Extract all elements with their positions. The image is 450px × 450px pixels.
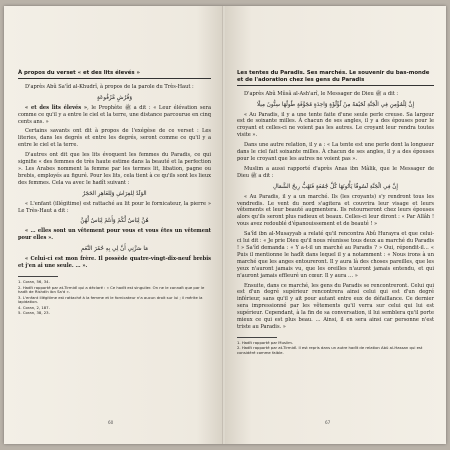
right-paragraph-7: Ensuite, dans ce marché, les gens du Paradis se rencontreront. Celui qui est d'un degré supérieur rencontrera ainsi celui qui est d'un degré inférieur, sans qu'il y ait pour autant entre eux de défaillance. Ce dernier sera impressionné par les vêtements qu'il verra sur celui qui lui est supérieur. Cependant, à la fin de sa conversation, il lui semblera qu'il porte mieux ce qui est plus beau. … Ainsi, il en sera ainsi car personne n'est triste au Paradis. » [237,282,434,330]
footnote: 1. Hadît rapporté par Muslim. [237,339,293,345]
left-paragraph-7: « Celui-ci est mon frère. Il possède quatre-vingt-dix-neuf brebis et j'en ai une seule. … ». [18,256,211,270]
left-arabic-4: مَا سَرَّنِي أَنَّ لِي بِهِ حُمْرَ النَّعَمِ [80,246,149,253]
right-paragraph-6: Sa'îd ibn al-Musayyab a relaté qu'il rencontra Abû Hurayra et que celui-ci lui dit : « Je prie Dieu qu'il nous réunisse tous deux au marché du Paradis ! » Sa'îd demanda : « Y a-t-il un marché au Paradis ? » Oui, répondit-il… « Puis il mentionne le hadît dans lequel il y a notamment : « Nous irons à un marché que les anges entoureront. Il y aura là des choses pareilles, que les yeux n'auront jamais vu, que les oreilles n'auront jamais entendu, et qui n'auront jamais effleuré un cœur. Il y aura … » [237,231,434,279]
footnote-separator [237,337,277,338]
book-spread [4,6,446,444]
right-paragraph-3: Dans une autre relation, il y a : « La tente est une perle dont la longueur dans le ciel fait soixante milles. À chacun de ses angles, il y a des épouses pour le croyant que les autres ne voient pas ». [237,142,434,162]
left-page [4,6,223,444]
left-paragraph-4: D'autres ont dit que les lits évoquent les femmes du Paradis, ce qui signifie « des femmes de très haute estime dans la beauté et la perfection ». Les Arabes nomment la femme par les termes lit, libation, pagne ou brebis, employés au figuré. Pour les lits, cela tient à ce qu'ils sont les lieux des femmes. Cela va avec le hadît suivant : [18,152,211,186]
left-arabic-1: وَفُرُشٍ مَّرْفُوعَةٍ [96,94,133,101]
right-paragraph-4: Muslim a aussi rapporté d'après Anas ibn Mâlik, que le Messager de Dieu ﷺ a dit : [237,165,434,179]
left-arabic-2: الوَلَدُ لِلفِرَاشِ وَلِلعَاهِرِ الحَجَرُ [82,190,147,197]
left-verse-quote: « et des lits élevés » [25,104,88,111]
footnote: 4. Coran, 2, 187. [18,304,50,310]
left-paragraph-1: D'après Abû Sa'îd al-Khudrî, à propos de la parole du Très-Haut : [25,83,194,90]
footnote-separator [18,276,58,277]
right-page [225,6,446,444]
left-arabic-3: هُنَّ لِبَاسٌ لَّكُمْ وَأَنتُمْ لِبَاسٌ لَّهُنَّ [80,218,149,225]
right-footnotes [237,341,434,356]
footnote: 2. Hadît rapporté par at-Tirmidî qui a déclaré : « Ce hadît est singulier. On ne le connaît que par le hadît de Rishdîn ibn Sa'd ». [18,284,205,295]
footnote: 5. Coran, 38, 23. [18,310,50,316]
left-paragraph-6: « … elles sont un vêtement pour vous et vous êtes un vêtement pour elles ». [18,228,211,242]
right-page-heading: Les tentes du Paradis. Ses marchés. Le souvenir du bas-monde et de l'adoration chez les gens du Paradis [237,70,434,86]
left-page-number: 60 [108,420,114,425]
left-paragraph-5: « L'enfant (illégitime) est rattaché au lit pour le fornicateur, la pierre » Le Très-Haut a dit : [18,200,211,214]
footnote: 2. Hadît rapporté par at-Tirmidî. Il est repris dans un autre hadît de relation Abû al-Hassan qui est considéré comme faible. [237,345,423,356]
left-paragraph-3: Certains savants ont dit à propos de l'exégèse de ce verset : Les literies, dans les degrés et entre les degrés, seront comme ce qu'il y a entre le ciel et la terre. [18,128,211,149]
left-footnotes [18,280,211,316]
right-page-number: 67 [325,420,331,425]
right-arabic-1: إِنَّ لِلْمُؤْمِنِ فِي الْجَنَّةِ لَخَيْمَةً مِنْ لُؤْلُؤَةٍ وَاحِدَةٍ مُجَوَّفَةٍ طُولُهَا سِتُّونَ مِيلًا [256,101,415,108]
right-paragraph-5: « Au Paradis, il y a un marché. Ils (les croyants) s'y rendront tous les vendredis. Le vent du nord s'agitera et couvrira leur visage et leurs vêtements et leur beauté augmentera. Ils retourneront chez leurs épouses alors qu'ils seront plus radieux et beaux. Celles-ci leur diront : « Par Allâh ! vous avez redoublé d'épanouissement et de beauté ! » [237,193,434,228]
left-paragraph-2-text: , le Prophète ﷺ a dit : « Leur élévation sera comme ce qu'il y a entre le ciel et la terre, une distance parcourue en cinq cents ans. » [18,104,212,125]
right-paragraph-1: D'après Abû Mûsâ al-Ash'arî, le Messager de Dieu ﷺ a dit : [244,90,399,97]
right-paragraph-2: « Au Paradis, il y a une tente faite d'une seule perle creuse. Sa largeur est de soixante milles. À chacun de ses angles, il y a des épouses pour le croyant et celles-ci ne voient pas les autres. Le croyant leur rendra toutes visite ». [237,111,434,139]
footnote: 3. L'enfant illégitime est rattaché à la femme et le fornicateur n'a aucun droit sur lui ; il mérite la lapidation. [18,294,203,305]
right-arabic-2: إِنَّ فِي الْجَنَّةِ لَسُوقًا يَأْتُونَهَا كُلَّ جُمُعَةٍ فَتَهُبُّ رِيحُ الشَّمَالِ [273,183,398,190]
left-page-heading: À propos du verset « et des lits élevés » [18,70,211,79]
left-paragraph-2 [18,105,211,126]
footnote: 1. Coran, 56, 34. [18,279,50,285]
